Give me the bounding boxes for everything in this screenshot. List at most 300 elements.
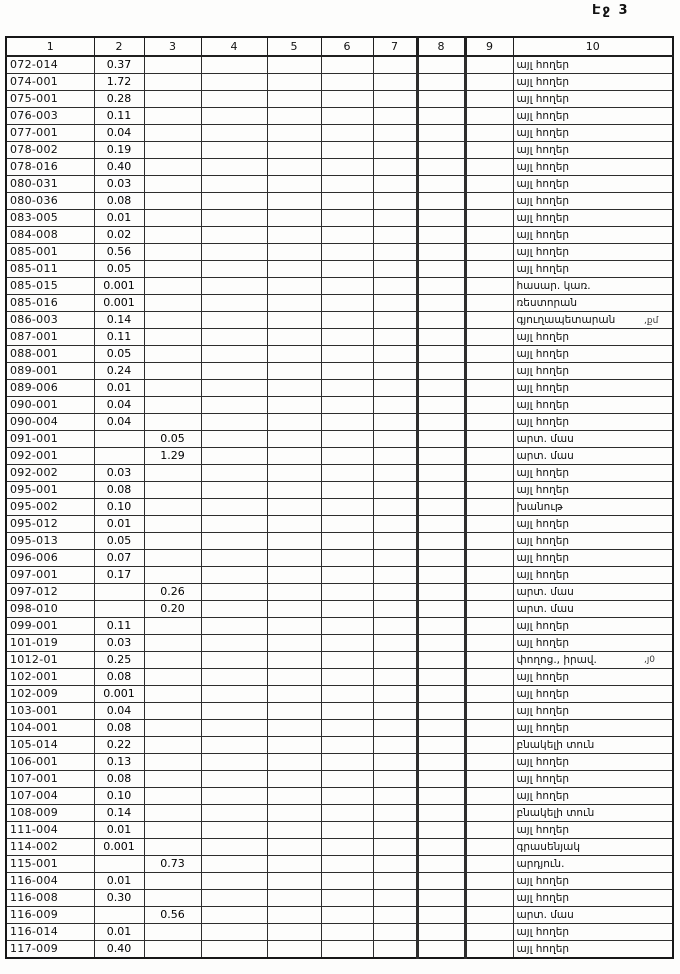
empty-cell <box>321 448 373 465</box>
empty-cell <box>417 278 465 295</box>
empty-cell <box>373 482 417 499</box>
table-row <box>6 890 673 907</box>
empty-cell <box>267 312 321 329</box>
empty-cell <box>267 822 321 839</box>
parcel-code-cell: 095-001 <box>6 482 94 499</box>
page-number-label: Էջ 3 <box>592 3 630 18</box>
table-row <box>6 397 673 414</box>
area-col2-cell: 0.001 <box>94 295 144 312</box>
parcel-code-cell: 085-015 <box>6 278 94 295</box>
land-use-cell: այլ հողեր <box>513 56 673 74</box>
area-col3-cell <box>144 669 201 686</box>
empty-cell <box>267 210 321 227</box>
empty-cell <box>321 227 373 244</box>
land-use-cell: այլ հողեր <box>513 193 673 210</box>
empty-cell <box>373 839 417 856</box>
empty-cell <box>373 244 417 261</box>
land-use-cell: այլ հողեր <box>513 516 673 533</box>
empty-cell <box>321 142 373 159</box>
parcel-code-cell: 1012-01 <box>6 652 94 669</box>
empty-cell <box>321 703 373 720</box>
empty-cell <box>267 788 321 805</box>
area-col3-cell: 0.05 <box>144 431 201 448</box>
table-row <box>6 193 673 210</box>
parcel-code-cell: 107-004 <box>6 788 94 805</box>
parcel-code-cell: 097-012 <box>6 584 94 601</box>
empty-cell <box>465 363 513 380</box>
empty-cell <box>465 346 513 363</box>
empty-cell <box>465 533 513 550</box>
area-col2-cell: 1.72 <box>94 74 144 91</box>
parcel-code-cell: 078-002 <box>6 142 94 159</box>
empty-cell <box>373 278 417 295</box>
parcel-code-cell: 114-002 <box>6 839 94 856</box>
empty-cell <box>321 584 373 601</box>
parcel-code-cell: 087-001 <box>6 329 94 346</box>
area-col3-cell <box>144 686 201 703</box>
empty-cell <box>465 210 513 227</box>
parcel-code-cell: 076-003 <box>6 108 94 125</box>
empty-cell <box>201 924 267 941</box>
empty-cell <box>267 907 321 924</box>
area-col2-cell: 0.03 <box>94 176 144 193</box>
land-use-cell: արդյուն. <box>513 856 673 873</box>
area-col2-cell: 0.10 <box>94 788 144 805</box>
empty-cell <box>321 618 373 635</box>
parcel-code-cell: 115-001 <box>6 856 94 873</box>
empty-cell <box>417 499 465 516</box>
area-col3-cell <box>144 703 201 720</box>
empty-cell <box>201 822 267 839</box>
empty-cell <box>373 890 417 907</box>
area-col2-cell: 0.03 <box>94 635 144 652</box>
area-col2-cell: 0.08 <box>94 482 144 499</box>
empty-cell <box>373 941 417 959</box>
empty-cell <box>465 890 513 907</box>
empty-cell <box>417 380 465 397</box>
empty-cell <box>373 703 417 720</box>
empty-cell <box>373 737 417 754</box>
empty-cell <box>465 108 513 125</box>
land-use-cell: այլ հողեր <box>513 91 673 108</box>
empty-cell <box>417 907 465 924</box>
land-use-cell: այլ հողեր <box>513 244 673 261</box>
empty-cell <box>373 873 417 890</box>
empty-cell <box>465 159 513 176</box>
empty-cell <box>373 91 417 108</box>
empty-cell <box>465 584 513 601</box>
land-use-cell: այլ հողեր <box>513 669 673 686</box>
parcel-code-cell: 090-004 <box>6 414 94 431</box>
parcel-code-cell: 107-001 <box>6 771 94 788</box>
empty-cell <box>373 669 417 686</box>
land-use-cell: այլ հողեր <box>513 618 673 635</box>
empty-cell <box>201 907 267 924</box>
area-col3-cell <box>144 193 201 210</box>
land-use-cell: այլ հողեր <box>513 465 673 482</box>
parcel-code-cell: 089-006 <box>6 380 94 397</box>
table-row <box>6 788 673 805</box>
empty-cell <box>465 788 513 805</box>
parcel-code-cell: 095-002 <box>6 499 94 516</box>
empty-cell <box>465 618 513 635</box>
parcel-code-cell: 086-003 <box>6 312 94 329</box>
empty-cell <box>267 278 321 295</box>
empty-cell <box>417 414 465 431</box>
area-col2-cell: 0.22 <box>94 737 144 754</box>
empty-cell <box>373 210 417 227</box>
empty-cell <box>417 91 465 108</box>
area-col2-cell: 0.01 <box>94 924 144 941</box>
area-col2-cell: 0.30 <box>94 890 144 907</box>
empty-cell <box>201 431 267 448</box>
empty-cell <box>373 533 417 550</box>
table-row <box>6 601 673 618</box>
empty-cell <box>417 635 465 652</box>
empty-cell <box>373 431 417 448</box>
empty-cell <box>373 618 417 635</box>
land-use-cell: այլ հողեր <box>513 924 673 941</box>
land-use-cell: այլ հողեր <box>513 363 673 380</box>
parcel-code-cell: 103-001 <box>6 703 94 720</box>
empty-cell <box>465 329 513 346</box>
empty-cell <box>201 414 267 431</box>
empty-cell <box>201 788 267 805</box>
empty-cell <box>267 448 321 465</box>
empty-cell <box>267 499 321 516</box>
empty-cell <box>373 822 417 839</box>
table-row <box>6 941 673 959</box>
empty-cell <box>465 652 513 669</box>
empty-cell <box>417 516 465 533</box>
area-col3-cell <box>144 720 201 737</box>
empty-cell <box>321 380 373 397</box>
table-row <box>6 822 673 839</box>
empty-cell <box>465 669 513 686</box>
empty-cell <box>321 720 373 737</box>
empty-cell <box>321 482 373 499</box>
empty-cell <box>373 720 417 737</box>
empty-cell <box>373 159 417 176</box>
empty-cell <box>201 533 267 550</box>
land-use-cell: այլ հողեր <box>513 176 673 193</box>
land-use-cell: գյուղապետարան <box>513 312 673 329</box>
area-col3-cell <box>144 346 201 363</box>
area-col2-cell: 0.14 <box>94 805 144 822</box>
empty-cell <box>417 56 465 74</box>
empty-cell <box>267 108 321 125</box>
parcel-code-cell: 088-001 <box>6 346 94 363</box>
area-col2-cell: 0.24 <box>94 363 144 380</box>
empty-cell <box>201 499 267 516</box>
empty-cell <box>267 363 321 380</box>
area-col3-cell <box>144 295 201 312</box>
area-col3-cell <box>144 380 201 397</box>
empty-cell <box>321 873 373 890</box>
area-col3-cell: 0.26 <box>144 584 201 601</box>
empty-cell <box>465 380 513 397</box>
empty-cell <box>201 669 267 686</box>
empty-cell <box>267 618 321 635</box>
area-col3-cell <box>144 550 201 567</box>
table-row <box>6 363 673 380</box>
table-row <box>6 159 673 176</box>
column-header: 10 <box>513 37 673 56</box>
area-col3-cell <box>144 329 201 346</box>
empty-cell <box>373 924 417 941</box>
area-col2-cell: 0.01 <box>94 873 144 890</box>
empty-cell <box>267 873 321 890</box>
area-col2-cell <box>94 431 144 448</box>
empty-cell <box>417 754 465 771</box>
empty-cell <box>465 278 513 295</box>
empty-cell <box>373 227 417 244</box>
area-col3-cell <box>144 176 201 193</box>
area-col3-cell <box>144 533 201 550</box>
area-col2-cell: 0.05 <box>94 261 144 278</box>
area-col2-cell: 0.08 <box>94 669 144 686</box>
table-row <box>6 125 673 142</box>
area-col3-cell <box>144 125 201 142</box>
area-col3-cell <box>144 74 201 91</box>
area-col3-cell <box>144 91 201 108</box>
empty-cell <box>417 295 465 312</box>
empty-cell <box>417 822 465 839</box>
column-header: 3 <box>144 37 201 56</box>
table-row <box>6 924 673 941</box>
parcel-code-cell: 116-008 <box>6 890 94 907</box>
empty-cell <box>267 720 321 737</box>
empty-cell <box>267 890 321 907</box>
land-use-cell: այլ հողեր <box>513 703 673 720</box>
parcel-code-cell: 116-014 <box>6 924 94 941</box>
empty-cell <box>201 584 267 601</box>
parcel-code-cell: 095-013 <box>6 533 94 550</box>
empty-cell <box>465 839 513 856</box>
area-col3-cell <box>144 618 201 635</box>
area-col2-cell: 0.08 <box>94 720 144 737</box>
empty-cell <box>417 890 465 907</box>
empty-cell <box>321 74 373 91</box>
empty-cell <box>267 856 321 873</box>
empty-cell <box>417 856 465 873</box>
empty-cell <box>321 686 373 703</box>
parcel-code-cell: 106-001 <box>6 754 94 771</box>
land-use-cell: ռեստորան <box>513 295 673 312</box>
empty-cell <box>201 159 267 176</box>
empty-cell <box>465 686 513 703</box>
empty-cell <box>321 652 373 669</box>
empty-cell <box>417 397 465 414</box>
area-col3-cell <box>144 56 201 74</box>
empty-cell <box>201 278 267 295</box>
empty-cell <box>201 686 267 703</box>
land-use-cell: բնակելի տուն <box>513 737 673 754</box>
table-row <box>6 210 673 227</box>
table-row <box>6 414 673 431</box>
empty-cell <box>267 839 321 856</box>
empty-cell <box>201 601 267 618</box>
parcel-code-cell: 080-036 <box>6 193 94 210</box>
table-row <box>6 244 673 261</box>
empty-cell <box>417 703 465 720</box>
empty-cell <box>465 499 513 516</box>
empty-cell <box>201 312 267 329</box>
empty-cell <box>267 465 321 482</box>
area-col2-cell: 0.13 <box>94 754 144 771</box>
empty-cell <box>373 108 417 125</box>
empty-cell <box>201 346 267 363</box>
table-row <box>6 329 673 346</box>
empty-cell <box>267 567 321 584</box>
empty-cell <box>465 907 513 924</box>
empty-cell <box>373 329 417 346</box>
empty-cell <box>417 533 465 550</box>
land-use-cell: հասար. կառ. <box>513 278 673 295</box>
empty-cell <box>321 499 373 516</box>
empty-cell <box>465 771 513 788</box>
empty-cell <box>267 159 321 176</box>
area-col2-cell: 0.05 <box>94 533 144 550</box>
empty-cell <box>267 686 321 703</box>
empty-cell <box>373 635 417 652</box>
empty-cell <box>321 941 373 959</box>
empty-cell <box>201 329 267 346</box>
table-row <box>6 108 673 125</box>
empty-cell <box>373 414 417 431</box>
empty-cell <box>465 516 513 533</box>
parcel-code-cell: 116-004 <box>6 873 94 890</box>
area-col3-cell <box>144 924 201 941</box>
area-col2-cell: 0.40 <box>94 159 144 176</box>
table-row <box>6 380 673 397</box>
empty-cell <box>321 601 373 618</box>
parcel-code-cell: 083-005 <box>6 210 94 227</box>
parcel-code-cell: 089-001 <box>6 363 94 380</box>
empty-cell <box>201 839 267 856</box>
area-col2-cell: 0.04 <box>94 125 144 142</box>
empty-cell <box>201 227 267 244</box>
empty-cell <box>201 567 267 584</box>
empty-cell <box>201 244 267 261</box>
parcel-code-cell: 091-001 <box>6 431 94 448</box>
area-col2-cell: 0.04 <box>94 703 144 720</box>
empty-cell <box>417 584 465 601</box>
area-col3-cell <box>144 397 201 414</box>
area-col3-cell <box>144 414 201 431</box>
empty-cell <box>201 380 267 397</box>
empty-cell <box>417 261 465 278</box>
empty-cell <box>465 261 513 278</box>
empty-cell <box>267 584 321 601</box>
empty-cell <box>373 771 417 788</box>
area-col2-cell <box>94 601 144 618</box>
empty-cell <box>465 295 513 312</box>
empty-cell <box>417 941 465 959</box>
empty-cell <box>321 907 373 924</box>
area-col3-cell <box>144 278 201 295</box>
land-use-cell: փողոց., իրավ. <box>513 652 673 669</box>
empty-cell <box>201 295 267 312</box>
area-col3-cell <box>144 482 201 499</box>
empty-cell <box>373 142 417 159</box>
empty-cell <box>321 771 373 788</box>
empty-cell <box>267 142 321 159</box>
area-col2-cell: 0.001 <box>94 278 144 295</box>
empty-cell <box>417 873 465 890</box>
empty-cell <box>373 805 417 822</box>
empty-cell <box>321 346 373 363</box>
empty-cell <box>201 397 267 414</box>
empty-cell <box>465 822 513 839</box>
table-row <box>6 74 673 91</box>
empty-cell <box>201 142 267 159</box>
empty-cell <box>267 295 321 312</box>
area-col3-cell <box>144 822 201 839</box>
table-row <box>6 482 673 499</box>
empty-cell <box>465 805 513 822</box>
empty-cell <box>417 159 465 176</box>
empty-cell <box>417 108 465 125</box>
area-col2-cell: 0.001 <box>94 686 144 703</box>
table-row <box>6 227 673 244</box>
empty-cell <box>465 482 513 499</box>
area-col2-cell: 0.17 <box>94 567 144 584</box>
land-use-cell: այլ հողեր <box>513 227 673 244</box>
parcel-code-cell: 078-016 <box>6 159 94 176</box>
empty-cell <box>373 465 417 482</box>
empty-cell <box>201 482 267 499</box>
area-col2-cell: 0.04 <box>94 397 144 414</box>
parcel-code-cell: 080-031 <box>6 176 94 193</box>
empty-cell <box>267 669 321 686</box>
table-row <box>6 176 673 193</box>
land-use-cell: այլ հողեր <box>513 890 673 907</box>
table-row <box>6 754 673 771</box>
empty-cell <box>201 210 267 227</box>
empty-cell <box>417 227 465 244</box>
area-col2-cell <box>94 907 144 924</box>
parcel-code-cell: 098-010 <box>6 601 94 618</box>
table-row <box>6 805 673 822</box>
land-use-cell: արտ. մաս <box>513 601 673 618</box>
area-col2-cell: 0.40 <box>94 941 144 959</box>
empty-cell <box>417 346 465 363</box>
empty-cell <box>465 414 513 431</box>
empty-cell <box>373 193 417 210</box>
table-row <box>6 261 673 278</box>
empty-cell <box>321 91 373 108</box>
area-col3-cell: 0.73 <box>144 856 201 873</box>
area-col2-cell: 0.01 <box>94 380 144 397</box>
empty-cell <box>465 754 513 771</box>
empty-cell <box>321 516 373 533</box>
area-col3-cell <box>144 142 201 159</box>
empty-cell <box>373 856 417 873</box>
table-row <box>6 873 673 890</box>
land-use-cell: այլ հողեր <box>513 771 673 788</box>
parcel-code-cell: 095-012 <box>6 516 94 533</box>
empty-cell <box>267 482 321 499</box>
area-col2-cell: 0.19 <box>94 142 144 159</box>
empty-cell <box>417 567 465 584</box>
parcel-code-cell: 074-001 <box>6 74 94 91</box>
land-use-cell: այլ հողեր <box>513 210 673 227</box>
table-row <box>6 856 673 873</box>
parcel-code-cell: 099-001 <box>6 618 94 635</box>
table-row <box>6 618 673 635</box>
area-col2-cell: 0.01 <box>94 210 144 227</box>
